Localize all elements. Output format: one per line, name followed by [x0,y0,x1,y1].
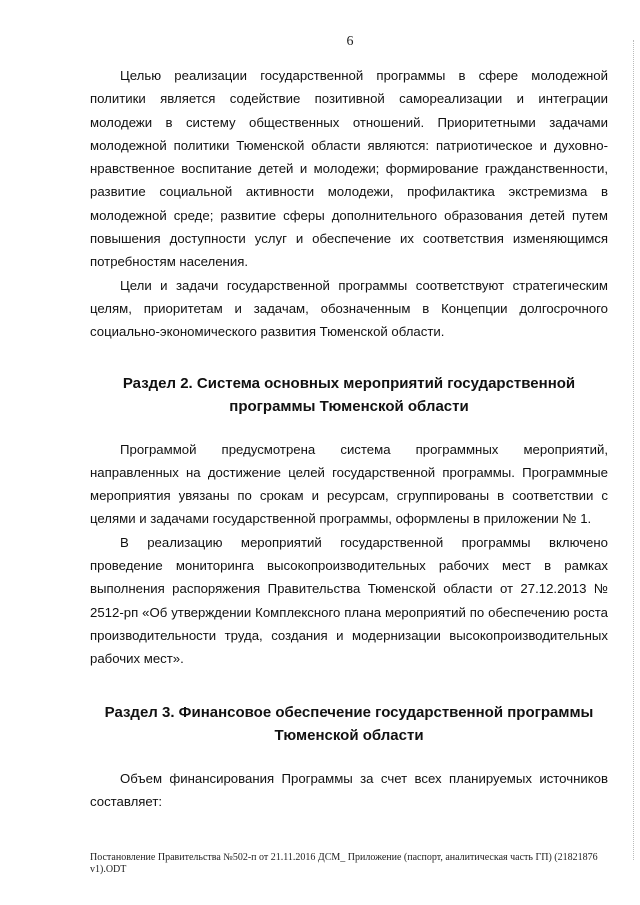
section-2-paragraph-2: В реализацию мероприятий государственной программы включено проведение мониторинга высокопроизводительных рабочих мест в рамках выполнения распоряжения Правительства Тюменской области от 27.12.2013 № 2512-рп «Об утверждении Комплексного плана мероприятий по обеспечению роста производительности труда, создания и модернизации высокопроизводительных рабочих мест». [90,534,608,667]
section-2-paragraph-1: Программой предусмотрена система программных мероприятий, направленных на достижение целей государственной программы. Программные мероприятия увязаны по срокам и ресурсам, сгруппированы в соответствии с целями и задачами государственной программы, оформлены в приложении № 1. [90,441,608,527]
document-footer [90,852,610,876]
section-3-heading-line-1: Раздел 3. Финансовое обеспечение государственной программы [104,703,594,721]
section-2-heading-line-1: Раздел 2. Система основных мероприятий государственной [122,374,576,392]
section-3-heading [90,701,608,747]
section-2-heading [90,372,608,418]
page-number: 6 [346,34,354,49]
section-2-heading-line-2: программы Тюменской области [229,397,469,415]
intro-paragraph-1: Целью реализации государственной программы в сфере молодежной политики является содействие позитивной самореализации и интеграции молодежи в систему общественных отношений. Приоритетными задачами молодежной политики Тюменской области являются: патриотическое и духовно-нравственное воспитание детей и молодежи; формирование гражданственности, развитие социальной активности молодежи, профилактика экстремизма в молодежной среде; развитие сферы дополнительного образования детей путем повышения доступности услуг и обеспечение их соответствия изменяющимся потребностям населения. [90,68,608,270]
section-3-paragraph-1: Объем финансирования Программы за счет всех планируемых источников составляет: [90,770,608,809]
intro-paragraph-2: Цели и задачи государственной программы соответствуют стратегическим целям, приоритетам и задачам, обозначенным в Концепции долгосрочного социально-экономического развития Тюменской области. [90,277,608,340]
scan-edge-mark [632,40,634,860]
section-3-heading-line-2: Тюменской области [274,726,424,744]
footer-line-1: Постановление Правительства №502-п от 21.11.2016 ДСМ_ Приложение (паспорт, аналитическая часть ГП) (21821876 [90,852,598,863]
footer-line-2: v1).ODT [90,864,127,875]
page-content [90,64,608,813]
